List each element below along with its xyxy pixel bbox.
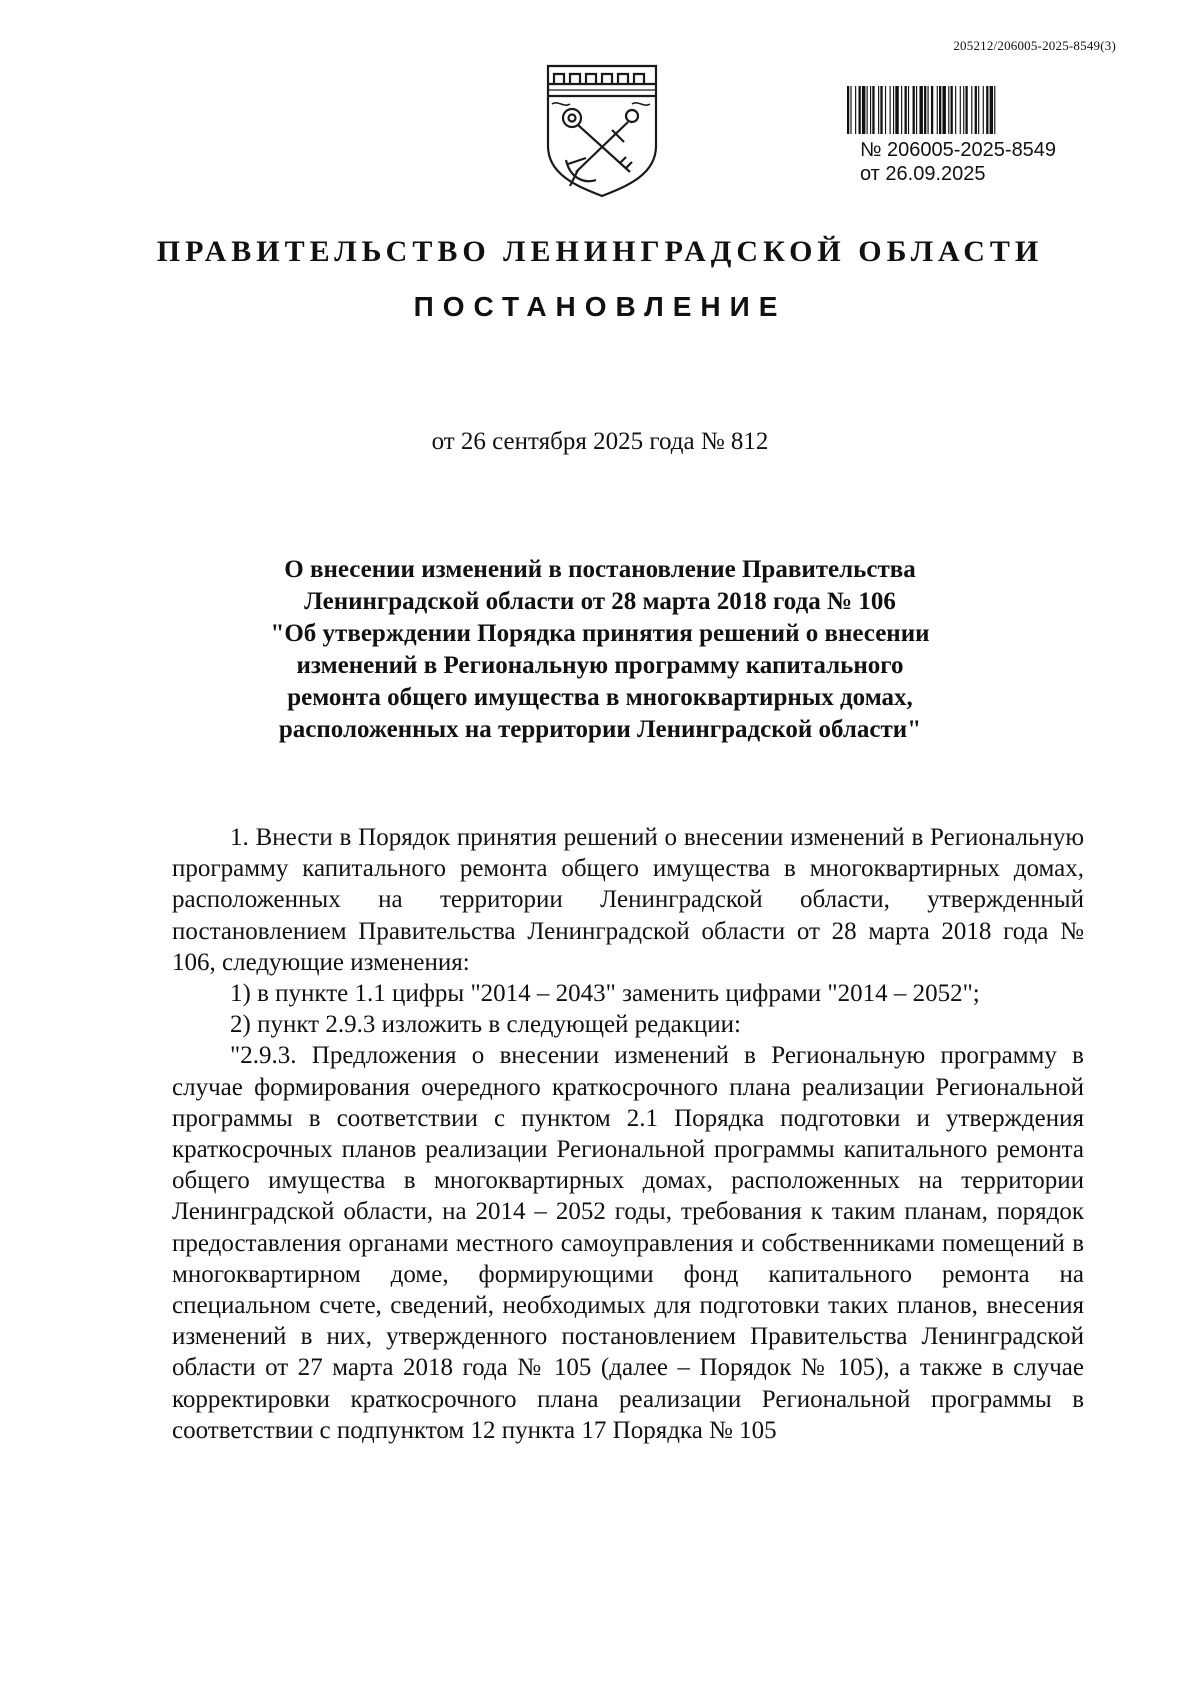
barcode-bar bbox=[859, 86, 861, 134]
barcode-bar bbox=[880, 86, 882, 134]
subject-line: О внесении изменений в постановление Правительства bbox=[284, 556, 916, 583]
barcode-bar bbox=[986, 86, 988, 134]
barcode-bar bbox=[994, 86, 995, 134]
document-code: 205212/206005-2025-8549(3) bbox=[953, 38, 1116, 53]
barcode-bar bbox=[928, 86, 929, 134]
resolution-date-number: от 26 сентября 2025 года № 812 bbox=[431, 428, 769, 455]
subject-line: Ленинградской области от 28 марта 2018 года № 106 bbox=[304, 588, 896, 615]
barcode-bar bbox=[951, 86, 953, 134]
paragraph-subitem-1: 1) в пункте 1.1 цифры "2014 – 2043" заменить цифрами "2014 – 2052"; bbox=[230, 980, 980, 1008]
resolution-body bbox=[172, 822, 1084, 1446]
barcode-bar bbox=[901, 86, 902, 134]
paragraph-item-1: 1. Внести в Порядок принятия решений о внесении изменений в Региональную программу капитального ремонта общего имущества в многоквартирных домах, расположенных на территории Ленинградской области, утвержденный постановлением Правительства Ленинградской области от 28 марта 2018 года № 106, следующие изменения: bbox=[172, 824, 1084, 976]
barcode-bar bbox=[916, 86, 917, 134]
barcode-bar bbox=[975, 86, 977, 134]
barcode-bar bbox=[983, 86, 984, 134]
government-title: ПРАВИТЕЛЬСТВО ЛЕНИНГРАДСКОЙ ОБЛАСТИ bbox=[156, 235, 1044, 268]
subject-line: "Об утверждении Порядка принятия решений о внесении bbox=[270, 620, 930, 647]
barcode-bar bbox=[990, 86, 993, 134]
registration-date: от 26.09.2025 bbox=[860, 163, 986, 185]
barcode-bar bbox=[862, 86, 865, 134]
barcode-bar bbox=[965, 86, 967, 134]
barcode-bar bbox=[931, 86, 933, 134]
barcode-bar bbox=[937, 86, 938, 134]
subject-line: ремонта общего имущества в многоквартирных домах, bbox=[287, 684, 913, 711]
barcode-bar bbox=[963, 86, 964, 134]
barcode-bar bbox=[885, 86, 886, 134]
paragraph-quoted-2-9-3: "2.9.3. Предложения о внесении изменений в Региональную программу в случае формирования очередного краткосрочного плана реализации Региональной программы в соответствии с пунктом 2.1 Порядка подготовки и утверждения краткосрочных планов реализации Региональной программы капитального ремонта общего имущества в многоквартирных домах, расположенных на территории Ленинградской области, на 2014 – 2052 годы, требования к таким планам, порядок предоставления органами местного самоуправления и собственниками помещений в многоквартирном доме, формирующими фонд капитального ремонта на специальном счете, сведений, необходимых для подготовки таких планов, внесения изменений в них, утвержденного постановлением Правительства Ленинградской области от 27 марта 2018 года № 105 (далее – Порядок № 105), а также в случае корректировки краткосрочного плана реализации Региональной программы в соответствии с подпунктом 12 пункта 17 Порядка № 105 bbox=[172, 1042, 1084, 1444]
barcode-bar bbox=[870, 86, 871, 134]
subject-line: расположенных на территории Ленинградской области" bbox=[278, 716, 922, 743]
barcode-bar bbox=[893, 86, 894, 134]
barcode-bar bbox=[855, 86, 856, 134]
barcode-bar bbox=[895, 86, 898, 134]
barcode-bar bbox=[942, 86, 945, 134]
barcode-bar bbox=[960, 86, 961, 134]
barcode-bar bbox=[890, 86, 891, 134]
barcode-bar bbox=[850, 86, 851, 134]
barcode-bar bbox=[867, 86, 868, 134]
barcode-bar bbox=[913, 86, 915, 134]
barcode-bar bbox=[939, 86, 941, 134]
leningrad-oblast-coat-of-arms-icon bbox=[540, 60, 664, 200]
resolution-subject bbox=[200, 554, 1000, 746]
barcode-icon bbox=[845, 86, 1112, 134]
barcode-bar bbox=[908, 86, 909, 134]
barcode-bar bbox=[919, 86, 922, 134]
barcode-bar bbox=[872, 86, 874, 134]
barcode-bar bbox=[878, 86, 879, 134]
document-type-title: ПОСТАНОВЛЕНИЕ bbox=[413, 291, 787, 322]
barcode-bar bbox=[905, 86, 907, 134]
barcode-bar bbox=[955, 86, 956, 134]
barcode-bar bbox=[948, 86, 949, 134]
barcode-bar bbox=[847, 86, 849, 134]
registration-number: № 206005-2025-8549 bbox=[860, 139, 1057, 161]
barcode-bar bbox=[924, 86, 926, 134]
barcode-bar bbox=[971, 86, 972, 134]
subject-line: изменений в Региональную программу капитального bbox=[296, 652, 904, 679]
paragraph-subitem-2: 2) пункт 2.9.3 изложить в следующей редакции: bbox=[230, 1011, 741, 1039]
barcode-bar bbox=[978, 86, 979, 134]
